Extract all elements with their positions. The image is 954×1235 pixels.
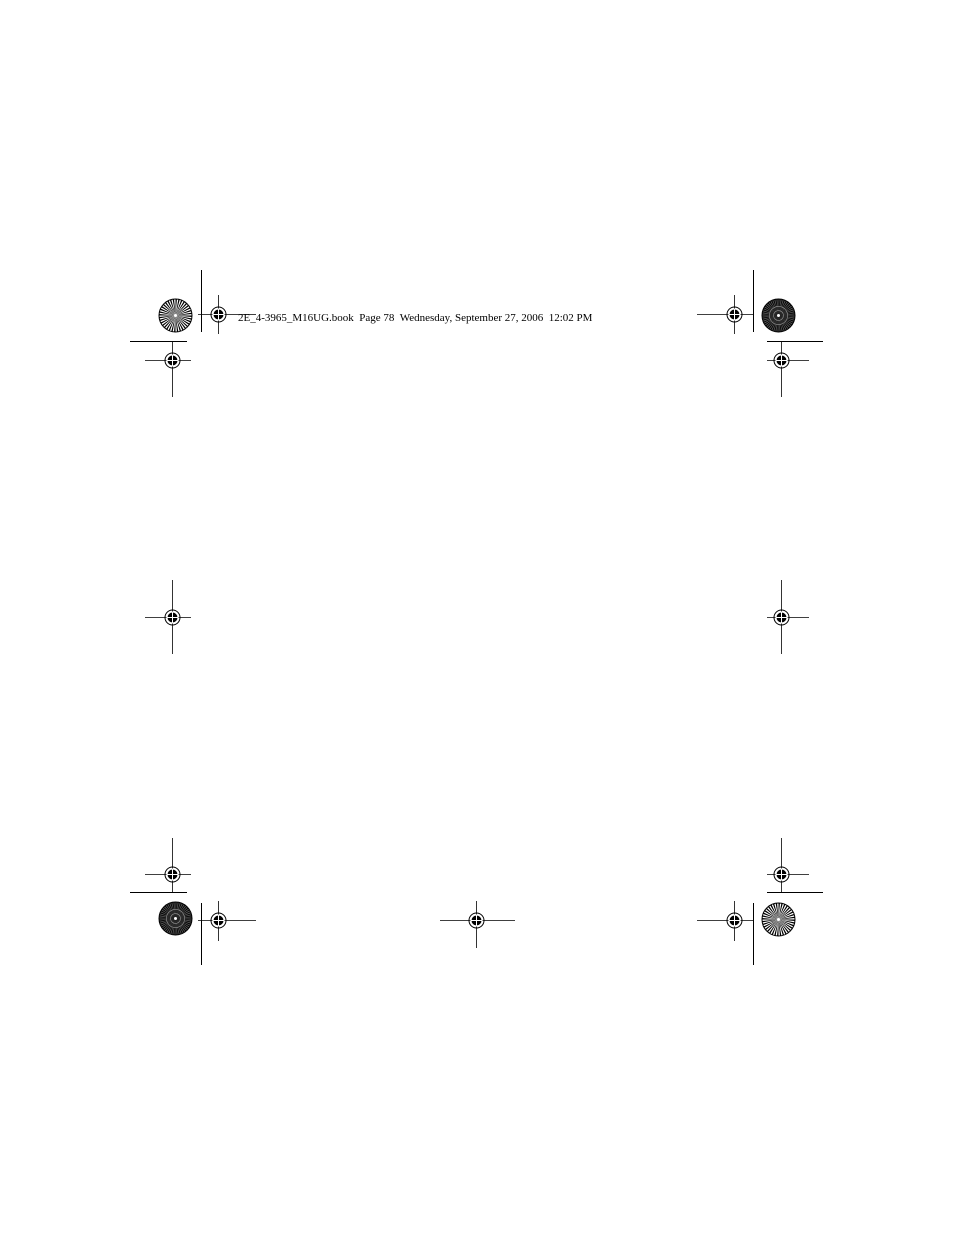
print-slug-header: 2E_4-3965_M16UG.book Page 78 Wednesday, September 27, 2006 12:02 PM xyxy=(238,312,593,324)
crosshair-lines xyxy=(145,295,809,948)
registration-crosshair-icon xyxy=(165,353,180,368)
star-target-icon xyxy=(762,903,795,936)
crop-lines xyxy=(130,270,823,965)
registration-crosshair-icon xyxy=(165,867,180,882)
registration-crosshair-icon xyxy=(774,610,789,625)
registration-crosshair-icon xyxy=(774,867,789,882)
star-target-icon xyxy=(159,902,192,935)
registration-crosshair-icon xyxy=(165,610,180,625)
star-target-icon xyxy=(762,299,795,332)
star-target-icon xyxy=(159,299,192,332)
registration-crosshair-icon xyxy=(211,307,226,322)
registration-crosshair-icon xyxy=(727,307,742,322)
registration-crosshair-icon xyxy=(211,913,226,928)
registration-crosshair-icon xyxy=(727,913,742,928)
registration-crosshair-icon xyxy=(469,913,484,928)
registration-crosshair-icon xyxy=(774,353,789,368)
